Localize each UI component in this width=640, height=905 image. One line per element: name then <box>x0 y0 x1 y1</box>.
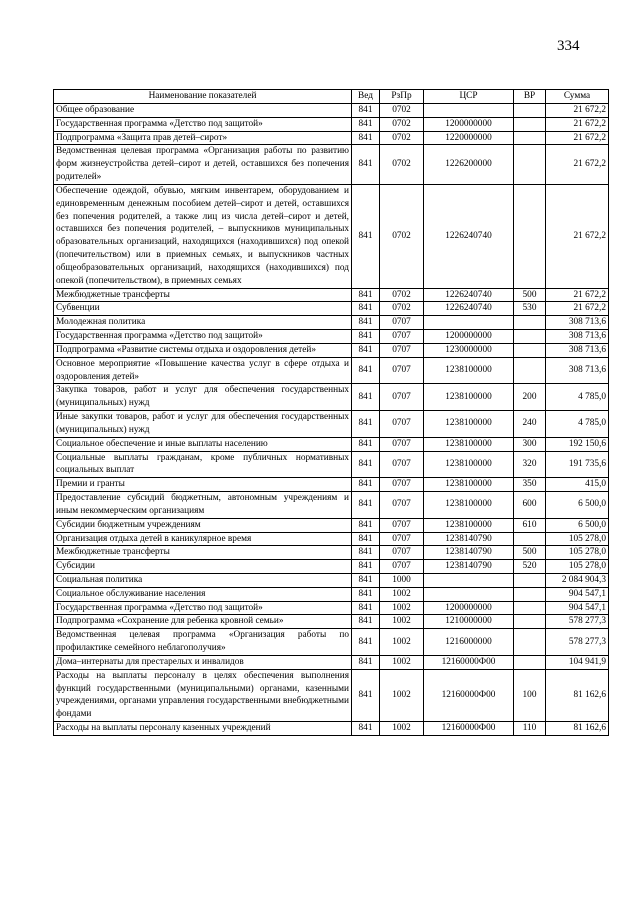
header-vr: ВР <box>514 90 546 104</box>
cell-ved: 841 <box>352 343 380 357</box>
cell-name: Молодежная политика <box>54 316 352 330</box>
cell-vr <box>514 615 546 629</box>
cell-ved: 841 <box>352 330 380 344</box>
cell-name: Субсидии бюджетным учреждениям <box>54 518 352 532</box>
cell-sum: 2 084 904,3 <box>546 573 609 587</box>
cell-csr: 1216000000 <box>424 629 514 656</box>
cell-sum: 6 500,0 <box>546 492 609 519</box>
cell-name: Иные закупки товаров, работ и услуг для обеспечения государственных (муниципальных) нужд <box>54 411 352 438</box>
cell-name: Подпрограмма «Защита прав детей–сирот» <box>54 131 352 145</box>
cell-vr <box>514 587 546 601</box>
table-row <box>54 131 609 145</box>
cell-ved: 841 <box>352 411 380 438</box>
cell-rzpr: 0707 <box>380 451 424 478</box>
table-row <box>54 655 609 669</box>
cell-csr <box>424 316 514 330</box>
table-body <box>54 104 609 736</box>
cell-vr: 320 <box>514 451 546 478</box>
cell-csr: 1238100000 <box>424 357 514 384</box>
cell-name: Субвенции <box>54 302 352 316</box>
cell-vr: 530 <box>514 302 546 316</box>
cell-ved: 841 <box>352 184 380 288</box>
cell-rzpr: 0707 <box>380 316 424 330</box>
cell-csr: 1238100000 <box>424 478 514 492</box>
cell-rzpr: 0707 <box>380 330 424 344</box>
cell-sum: 308 713,6 <box>546 357 609 384</box>
table-row <box>54 478 609 492</box>
cell-sum: 104 941,9 <box>546 655 609 669</box>
cell-csr: 1226240740 <box>424 184 514 288</box>
cell-vr: 350 <box>514 478 546 492</box>
cell-rzpr: 0702 <box>380 117 424 131</box>
cell-vr: 100 <box>514 669 546 721</box>
cell-rzpr: 0702 <box>380 288 424 302</box>
budget-table <box>53 89 609 736</box>
cell-ved: 841 <box>352 587 380 601</box>
cell-vr: 200 <box>514 384 546 411</box>
cell-rzpr: 0707 <box>380 492 424 519</box>
cell-ved: 841 <box>352 669 380 721</box>
cell-sum: 415,0 <box>546 478 609 492</box>
cell-name: Межбюджетные трансферты <box>54 288 352 302</box>
cell-rzpr: 0702 <box>380 145 424 184</box>
table-row <box>54 288 609 302</box>
cell-rzpr: 0707 <box>380 437 424 451</box>
table-row <box>54 546 609 560</box>
header-rzpr: РзПр <box>380 90 424 104</box>
cell-name: Государственная программа «Детство под защитой» <box>54 117 352 131</box>
cell-name: Субсидии <box>54 560 352 574</box>
cell-sum: 191 735,6 <box>546 451 609 478</box>
table-row <box>54 330 609 344</box>
cell-name: Ведомственная целевая программа «Организация работы по развитию форм жизнеустройства детей–сирот и детей, оставшихся без попечения родителей» <box>54 145 352 184</box>
cell-ved: 841 <box>352 532 380 546</box>
cell-ved: 841 <box>352 573 380 587</box>
cell-rzpr: 0707 <box>380 411 424 438</box>
cell-vr <box>514 131 546 145</box>
cell-ved: 841 <box>352 437 380 451</box>
table-row <box>54 518 609 532</box>
cell-csr: 1210000000 <box>424 615 514 629</box>
table-header <box>54 90 609 104</box>
table-row <box>54 532 609 546</box>
cell-name: Социальное обслуживание населения <box>54 587 352 601</box>
cell-name: Государственная программа «Детство под защитой» <box>54 330 352 344</box>
table-row <box>54 492 609 519</box>
cell-csr: 1230000000 <box>424 343 514 357</box>
cell-csr <box>424 104 514 118</box>
cell-rzpr: 0702 <box>380 104 424 118</box>
cell-sum: 308 713,6 <box>546 343 609 357</box>
cell-sum: 4 785,0 <box>546 411 609 438</box>
cell-rzpr: 0707 <box>380 518 424 532</box>
cell-vr: 110 <box>514 722 546 736</box>
table-row <box>54 384 609 411</box>
cell-vr: 610 <box>514 518 546 532</box>
cell-rzpr: 0707 <box>380 343 424 357</box>
cell-rzpr: 1002 <box>380 587 424 601</box>
cell-rzpr: 0702 <box>380 184 424 288</box>
table-row <box>54 117 609 131</box>
cell-sum: 904 547,1 <box>546 587 609 601</box>
cell-csr: 1238140790 <box>424 532 514 546</box>
cell-csr: 12160000Ф00 <box>424 655 514 669</box>
cell-vr: 520 <box>514 560 546 574</box>
cell-ved: 841 <box>352 655 380 669</box>
cell-name: Расходы на выплаты персоналу казенных учреждений <box>54 722 352 736</box>
cell-name: Организация отдыха детей в каникулярное время <box>54 532 352 546</box>
cell-csr: 1238100000 <box>424 384 514 411</box>
cell-sum: 105 278,0 <box>546 560 609 574</box>
cell-ved: 841 <box>352 478 380 492</box>
cell-csr: 1226240740 <box>424 288 514 302</box>
table-row <box>54 316 609 330</box>
table-row <box>54 184 609 288</box>
cell-name: Государственная программа «Детство под защитой» <box>54 601 352 615</box>
cell-name: Ведомственная целевая программа «Организация работы по профилактике семейного неблагополучия» <box>54 629 352 656</box>
cell-sum: 21 672,2 <box>546 131 609 145</box>
cell-rzpr: 1002 <box>380 601 424 615</box>
cell-csr: 1238100000 <box>424 411 514 438</box>
cell-name: Расходы на выплаты персоналу в целях обеспечения выполнения функций государственными (муниципальными) органами, казенными учреждениями, органами управления государственными внебюджетными фондами <box>54 669 352 721</box>
header-row <box>54 90 609 104</box>
cell-csr: 12160000Ф00 <box>424 722 514 736</box>
cell-rzpr: 0707 <box>380 478 424 492</box>
cell-ved: 841 <box>352 357 380 384</box>
cell-vr: 600 <box>514 492 546 519</box>
cell-rzpr: 1000 <box>380 573 424 587</box>
cell-sum: 578 277,3 <box>546 629 609 656</box>
page-number: 334 <box>557 38 580 54</box>
cell-sum: 21 672,2 <box>546 302 609 316</box>
cell-vr: 500 <box>514 288 546 302</box>
cell-name: Дома–интернаты для престарелых и инвалидов <box>54 655 352 669</box>
cell-name: Обеспечение одеждой, обувью, мягким инвентарем, оборудованием и единовременным денежным пособием детей–сирот и детей, оставшихся без попечения родителей, а также лиц из числа детей–сирот и детей, оставшихся без попечения родителей, – выпускников муниципальных образовательных организаций, находящихся (находившихся) под опекой (попечительством) или в приемных семьях, и выпускников частных общеобразовательных организаций, находящихся (находившихся) под опекой (попечительством), в приемных семьях <box>54 184 352 288</box>
cell-ved: 841 <box>352 104 380 118</box>
cell-vr <box>514 573 546 587</box>
cell-sum: 105 278,0 <box>546 546 609 560</box>
cell-vr <box>514 316 546 330</box>
cell-vr: 240 <box>514 411 546 438</box>
cell-ved: 841 <box>352 131 380 145</box>
cell-rzpr: 1002 <box>380 615 424 629</box>
cell-ved: 841 <box>352 302 380 316</box>
cell-sum: 308 713,6 <box>546 316 609 330</box>
header-csr: ЦСР <box>424 90 514 104</box>
cell-vr <box>514 145 546 184</box>
cell-name: Социальная политика <box>54 573 352 587</box>
cell-name: Межбюджетные трансферты <box>54 546 352 560</box>
cell-ved: 841 <box>352 615 380 629</box>
cell-vr <box>514 184 546 288</box>
cell-name: Премии и гранты <box>54 478 352 492</box>
cell-vr <box>514 601 546 615</box>
cell-vr <box>514 343 546 357</box>
cell-name: Подпрограмма «Развитие системы отдыха и оздоровления детей» <box>54 343 352 357</box>
cell-ved: 841 <box>352 629 380 656</box>
cell-rzpr: 0702 <box>380 131 424 145</box>
cell-rzpr: 0707 <box>380 384 424 411</box>
table-row <box>54 343 609 357</box>
cell-vr <box>514 629 546 656</box>
table-row <box>54 357 609 384</box>
cell-csr: 1238140790 <box>424 560 514 574</box>
cell-sum: 81 162,6 <box>546 722 609 736</box>
cell-vr: 500 <box>514 546 546 560</box>
cell-ved: 841 <box>352 601 380 615</box>
cell-rzpr: 0707 <box>380 546 424 560</box>
cell-rzpr: 1002 <box>380 655 424 669</box>
cell-sum: 6 500,0 <box>546 518 609 532</box>
cell-sum: 21 672,2 <box>546 117 609 131</box>
cell-sum: 21 672,2 <box>546 145 609 184</box>
cell-vr: 300 <box>514 437 546 451</box>
table-row <box>54 451 609 478</box>
table-row <box>54 669 609 721</box>
cell-name: Основное мероприятие «Повышение качества услуг в сфере отдыха и оздоровления детей» <box>54 357 352 384</box>
cell-sum: 4 785,0 <box>546 384 609 411</box>
cell-ved: 841 <box>352 451 380 478</box>
cell-vr <box>514 532 546 546</box>
cell-csr: 1226240740 <box>424 302 514 316</box>
table-row <box>54 615 609 629</box>
cell-csr: 1226200000 <box>424 145 514 184</box>
cell-rzpr: 1002 <box>380 722 424 736</box>
cell-name: Закупка товаров, работ и услуг для обеспечения государственных (муниципальных) нужд <box>54 384 352 411</box>
table-row <box>54 437 609 451</box>
header-ved: Вед <box>352 90 380 104</box>
cell-sum: 21 672,2 <box>546 184 609 288</box>
cell-vr <box>514 117 546 131</box>
cell-csr: 1200000000 <box>424 330 514 344</box>
cell-name: Предоставление субсидий бюджетным, автономным учреждениям и иным некоммерческим организациям <box>54 492 352 519</box>
table-row <box>54 302 609 316</box>
cell-rzpr: 0702 <box>380 302 424 316</box>
cell-csr: 1200000000 <box>424 117 514 131</box>
cell-ved: 841 <box>352 546 380 560</box>
cell-ved: 841 <box>352 722 380 736</box>
table-row <box>54 560 609 574</box>
cell-rzpr: 0707 <box>380 532 424 546</box>
cell-name: Общее образование <box>54 104 352 118</box>
cell-csr: 1220000000 <box>424 131 514 145</box>
cell-csr: 1238140790 <box>424 546 514 560</box>
cell-rzpr: 1002 <box>380 669 424 721</box>
cell-ved: 841 <box>352 384 380 411</box>
table-row <box>54 411 609 438</box>
cell-name: Социальное обеспечение и иные выплаты населению <box>54 437 352 451</box>
cell-sum: 21 672,2 <box>546 104 609 118</box>
cell-csr <box>424 587 514 601</box>
cell-vr <box>514 655 546 669</box>
table-row <box>54 722 609 736</box>
cell-csr: 1238100000 <box>424 451 514 478</box>
cell-sum: 81 162,6 <box>546 669 609 721</box>
table-row <box>54 629 609 656</box>
cell-ved: 841 <box>352 316 380 330</box>
cell-vr <box>514 357 546 384</box>
cell-ved: 841 <box>352 560 380 574</box>
cell-csr: 1238100000 <box>424 437 514 451</box>
header-sum: Сумма <box>546 90 609 104</box>
cell-rzpr: 0707 <box>380 357 424 384</box>
cell-name: Социальные выплаты гражданам, кроме публичных нормативных социальных выплат <box>54 451 352 478</box>
header-name: Наименование показателей <box>54 90 352 104</box>
table-row <box>54 104 609 118</box>
cell-sum: 308 713,6 <box>546 330 609 344</box>
cell-vr <box>514 330 546 344</box>
cell-rzpr: 1002 <box>380 629 424 656</box>
cell-csr: 1200000000 <box>424 601 514 615</box>
cell-sum: 904 547,1 <box>546 601 609 615</box>
cell-ved: 841 <box>352 117 380 131</box>
cell-name: Подпрограмма «Сохранение для ребенка кровной семьи» <box>54 615 352 629</box>
cell-csr: 1238100000 <box>424 492 514 519</box>
cell-sum: 192 150,6 <box>546 437 609 451</box>
table-row <box>54 587 609 601</box>
cell-ved: 841 <box>352 288 380 302</box>
cell-sum: 21 672,2 <box>546 288 609 302</box>
cell-csr <box>424 573 514 587</box>
cell-csr: 12160000Ф00 <box>424 669 514 721</box>
cell-csr: 1238100000 <box>424 518 514 532</box>
cell-ved: 841 <box>352 145 380 184</box>
cell-rzpr: 0707 <box>380 560 424 574</box>
cell-vr <box>514 104 546 118</box>
cell-ved: 841 <box>352 492 380 519</box>
table-row <box>54 573 609 587</box>
cell-sum: 105 278,0 <box>546 532 609 546</box>
cell-ved: 841 <box>352 518 380 532</box>
table-row <box>54 601 609 615</box>
cell-sum: 578 277,3 <box>546 615 609 629</box>
table-row <box>54 145 609 184</box>
